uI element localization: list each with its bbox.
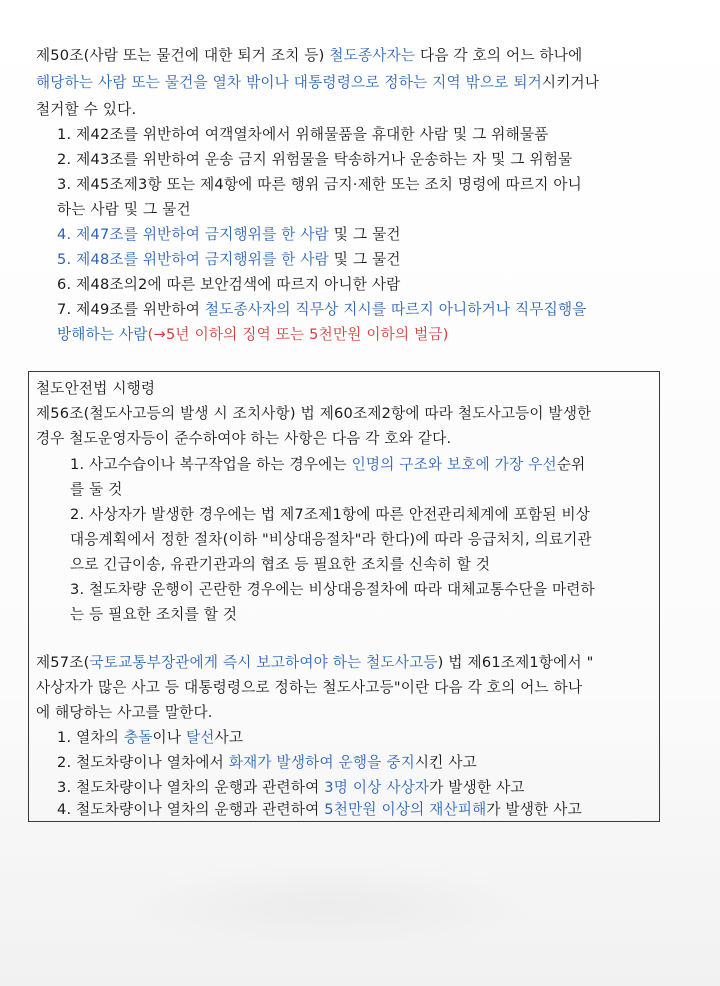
art50-item-3-cont: 하는 사람 및 그 물건: [57, 201, 191, 218]
art56-item-1-text: 1. 사고수습이나 복구작업을 하는 경우에는: [70, 456, 352, 473]
art56-item-1-tail: 순위: [556, 456, 586, 473]
art57-item-4: [57, 799, 582, 821]
art56-heading: 제56조(철도사고등의 발생 시 조치사항) 법 제60조제2항에 따라 철도사고등이 발생한: [36, 405, 592, 422]
art50-item-7-cont: [57, 324, 449, 346]
art57-item-4-highlight: 5천만원 이상의 재산피해: [324, 801, 487, 818]
art57-item-2-tail: 시킨 사고: [414, 754, 477, 771]
art57-item-1-join: 이나: [152, 729, 186, 746]
art57-item-1-tail: 사고: [214, 729, 244, 746]
art50-line-3: 철거할 수 있다.: [36, 101, 137, 118]
art57-item-1-derailment: 탈선: [185, 729, 215, 746]
art57-item-2-highlight: 화재가 발생하여 운행을 중지: [228, 754, 415, 771]
art57-item-1: [57, 727, 243, 749]
art57-item-4-text: 4. 철도차량이나 열차의 운행과 관련하여: [57, 801, 325, 818]
art57-heading-highlight: 국토교통부장관에게 즉시 보고하여야 하는 철도사고등: [89, 654, 438, 671]
art50-item-4-rest: 및 그 물건: [328, 226, 401, 243]
art57-item-3-text: 3. 철도차량이나 열차의 운행과 관련하여: [57, 779, 325, 796]
art56-item-3-cont: 는 등 필요한 조치를 할 것: [70, 606, 238, 623]
art57-heading-suffix: ) 법 제61조제1항에서 ": [437, 654, 594, 671]
art50-item-4-highlight: 4. 제47조를 위반하여 금지행위를 한 사람: [57, 226, 329, 243]
art50-heading-line-1: [36, 45, 582, 67]
art57-item-2: [57, 752, 477, 774]
art50-item-4: [57, 224, 401, 246]
art56-item-2-cont-1: 대응계획에서 정한 절차(이하 "비상대응절차"라 한다)에 따라 응급처치, 의료기관: [70, 531, 592, 548]
page-smudge: [120, 860, 540, 950]
art57-item-4-tail: 가 발생한 사고: [486, 801, 582, 818]
art57-heading-prefix: 제57조(: [36, 654, 90, 671]
art57-heading: [36, 652, 594, 674]
art57-item-3-tail: 가 발생한 사고: [429, 779, 525, 796]
art50-item-7-text: 7. 제49조를 위반하여: [57, 301, 205, 318]
art57-item-2-text: 2. 철도차량이나 열차에서: [57, 754, 229, 771]
art50-item-6: 6. 제48조의2에 따른 보안검색에 따르지 아니한 사람: [57, 276, 401, 293]
art56-item-1-highlight: 인명의 구조와 보호에 가장 우선: [351, 456, 557, 473]
art57-item-1-collision: 충돌: [123, 729, 153, 746]
highlight-railway-worker: 철도종사자는: [329, 47, 416, 64]
art50-item-7-highlight: 철도종사자의 직무상 지시를 따르지 아니하거나 직무집행을: [204, 301, 587, 318]
art50-item-5: [57, 249, 401, 271]
art57-item-1-text: 1. 열차의: [57, 729, 124, 746]
art50-item-7: [57, 299, 587, 321]
art56-item-2-cont-2: 으로 긴급이송, 유관기관과의 협조 등 필요한 조치를 신속히 할 것: [70, 556, 491, 573]
art50-line-2: [36, 72, 599, 94]
penalty-note: (→5년 이하의 징역 또는 5천만원 이하의 벌금): [147, 326, 449, 343]
art56-line-2: 경우 철도운영자등이 준수하여야 하는 사항은 다음 각 호와 같다.: [36, 430, 452, 447]
art56-item-1-cont: 를 둘 것: [70, 481, 123, 498]
art50-text-blue: 해당하는 사람 또는 물건을 열차 밖이나 대통령령으로 정하는 지역 밖으로 퇴거: [36, 74, 542, 91]
art50-item-7-highlight-2: 방해하는 사람: [57, 326, 148, 343]
art50-text: 시키거나: [541, 74, 600, 91]
art50-item-1: 1. 제42조를 위반하여 여객열차에서 위해물품을 휴대한 사람 및 그 위해물품: [57, 126, 549, 143]
art50-item-3: 3. 제45조제3항 또는 제4항에 따른 행위 금지·제한 또는 조치 명령에 따르지 아니: [57, 176, 582, 193]
art57-line-2: 사상자가 많은 사고 등 대통령령으로 정하는 철도사고등"이란 다음 각 호의 어느 하나: [36, 679, 583, 696]
art50-item-2: 2. 제43조를 위반하여 운송 금지 위험물을 탁송하거나 운송하는 자 및 그 위험물: [57, 151, 573, 168]
art50-text: 다음 각 호의 어느 하나에: [415, 47, 583, 64]
art56-item-1: [70, 454, 585, 476]
art50-item-5-rest: 및 그 물건: [328, 251, 401, 268]
art57-item-3-highlight: 3명 이상 사상자: [324, 779, 430, 796]
art56-item-3: 3. 철도차량 운행이 곤란한 경우에는 비상대응절차에 따라 대체교통수단을 마련하: [70, 581, 595, 598]
art57-line-3: 에 해당하는 사고를 말한다.: [36, 704, 213, 721]
art50-heading: 제50조(사람 또는 물건에 대한 퇴거 조치 등): [36, 47, 330, 64]
art57-item-3: [57, 777, 525, 799]
art56-item-2: 2. 사상자가 발생한 경우에는 법 제7조제1항에 따른 안전관리체계에 포함된 비상: [70, 506, 591, 523]
art50-item-5-highlight: 5. 제48조를 위반하여 금지행위를 한 사람: [57, 251, 329, 268]
decree-title: 철도안전법 시행령: [36, 380, 156, 397]
